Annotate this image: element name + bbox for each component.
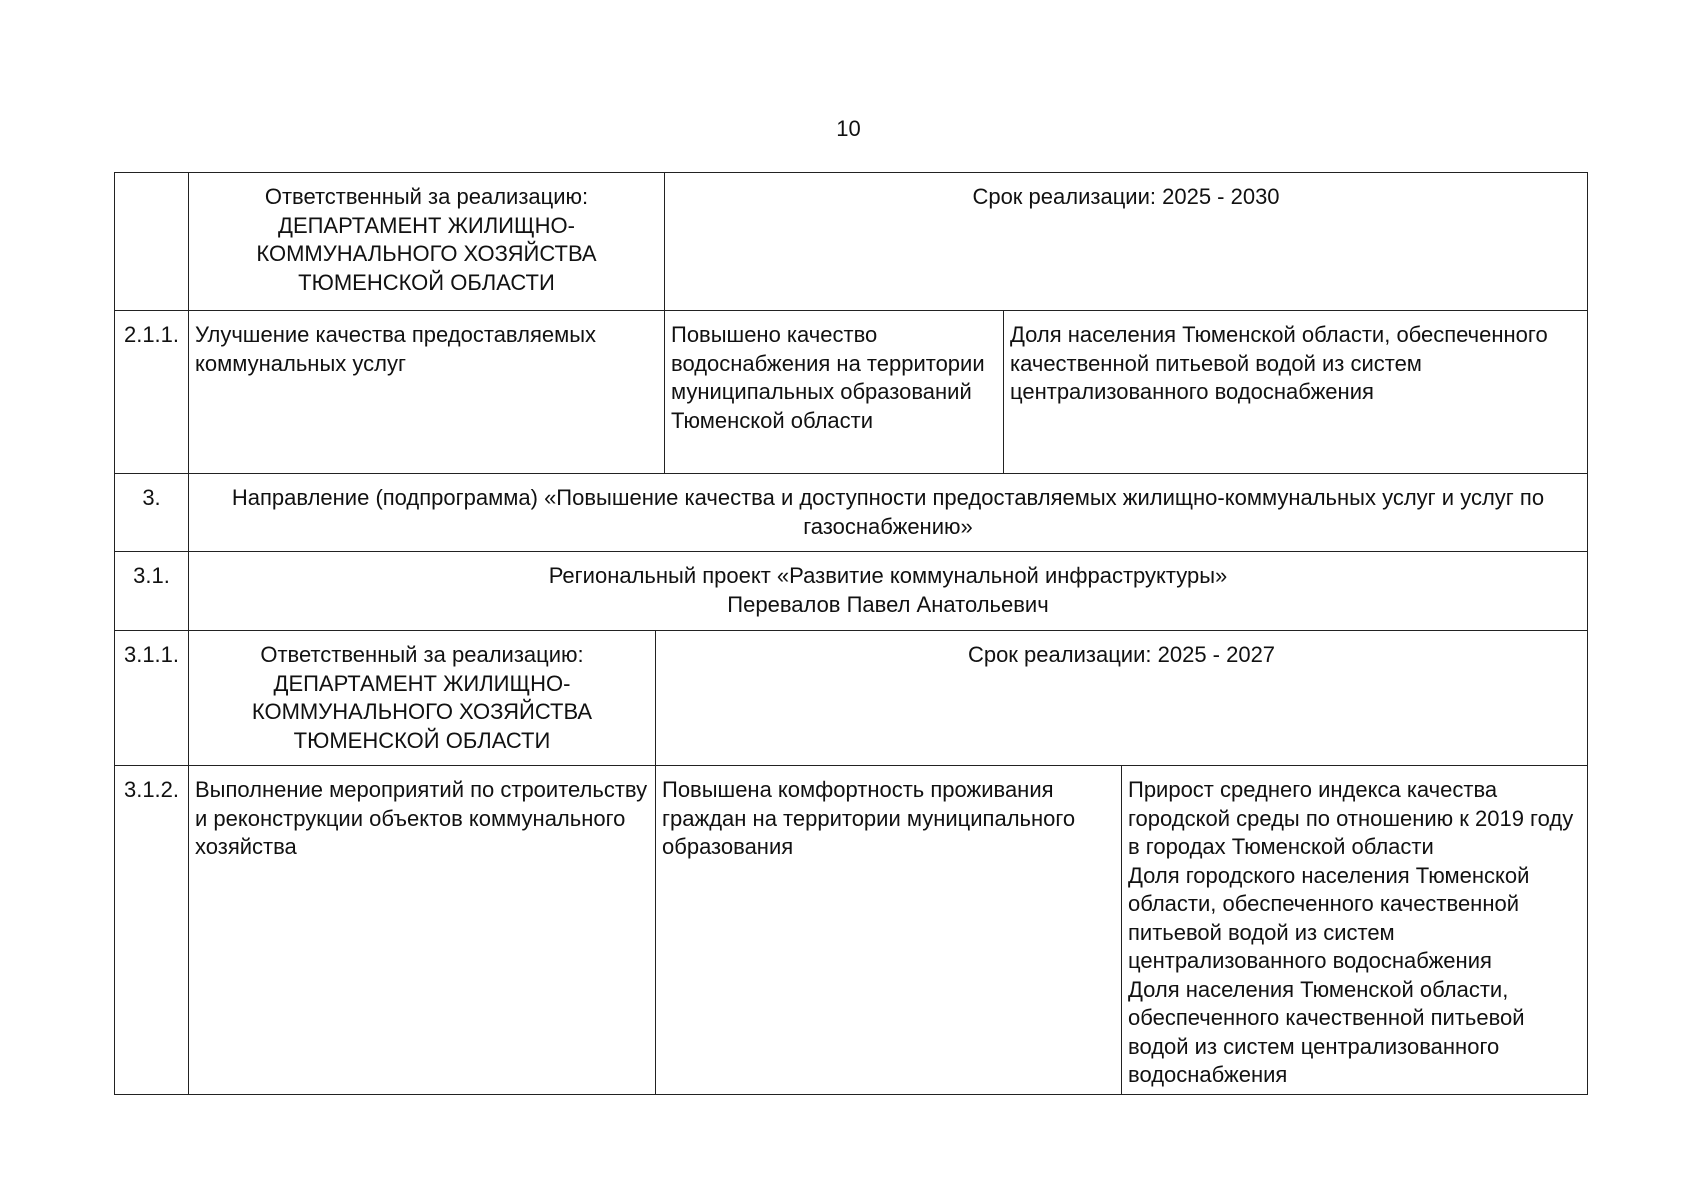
- task-cell: Улучшение качества предоставляемых коммунальных услуг: [188, 310, 664, 473]
- row-number: 3.1.1.: [114, 630, 188, 765]
- page-number: 10: [836, 116, 861, 141]
- responsible-cell: Ответственный за реализацию: ДЕПАРТАМЕНТ ЖИЛИЩНО- КОММУНАЛЬНОГО ХОЗЯЙСТВА ТЮМЕНСКОЙ ОБЛАСТИ: [188, 172, 664, 310]
- row-number: [114, 172, 188, 310]
- row-number: 2.1.1.: [114, 310, 188, 473]
- row-number: 3.1.: [114, 551, 188, 630]
- indicator-cell: Доля населения Тюменской области, обеспеченного качественной питьевой водой из систем централизованного водоснабжения: [1003, 310, 1588, 473]
- table-row: [114, 765, 1588, 1094]
- table-row: [114, 473, 1588, 551]
- row-number: 3.: [114, 473, 188, 551]
- task-cell: Выполнение мероприятий по строительству и реконструкции объектов коммунального хозяйства: [188, 765, 655, 1094]
- direction-cell: Направление (подпрограмма) «Повышение качества и доступности предоставляемых жилищно-коммунальных услуг и услуг по газоснабжению»: [188, 473, 1588, 551]
- term-cell: Срок реализации: 2025 - 2027: [655, 630, 1588, 765]
- indicator-cell: Прирост среднего индекса качества городской среды по отношению к 2019 году в городах Тюменской области Доля городского населения Тюменской области, обеспеченного качественной питьевой водой из систем централизованного водоснабжения Доля населения Тюменской области, обеспеченного качественной питьевой водой из систем централизованного водоснабжения: [1121, 765, 1588, 1094]
- table-row: [114, 551, 1588, 630]
- table-row: [114, 172, 1588, 310]
- responsible-cell: Ответственный за реализацию: ДЕПАРТАМЕНТ ЖИЛИЩНО- КОММУНАЛЬНОГО ХОЗЯЙСТВА ТЮМЕНСКОЙ ОБЛАСТИ: [188, 630, 655, 765]
- row-number: 3.1.2.: [114, 765, 188, 1094]
- result-cell: Повышена комфортность проживания граждан на территории муниципального образования: [655, 765, 1121, 1094]
- table-row: [114, 310, 1588, 473]
- table-row: [114, 630, 1588, 765]
- term-cell: Срок реализации: 2025 - 2030: [664, 172, 1588, 310]
- project-cell: Региональный проект «Развитие коммунальной инфраструктуры» Перевалов Павел Анатольевич: [188, 551, 1588, 630]
- table-bottom-border: [114, 1094, 1588, 1095]
- result-cell: Повышено качество водоснабжения на территории муниципальных образований Тюменской области: [664, 310, 1003, 473]
